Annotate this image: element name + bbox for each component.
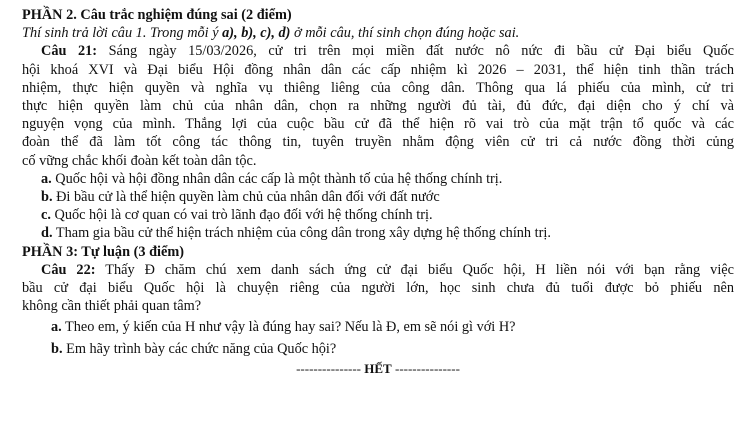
option-letter: b. [41,189,53,206]
q21-line-3: nhiệm, thực hiện quyền và nghĩa vụ thiêng liêng của công dân. Thông qua lá phiếu của mình, cử tri [22,79,734,96]
q22-line-2: bầu cử đại biểu Quốc hội là chuyện riêng của người lớn, học sinh chưa đủ tuổi được bỏ phiếu nên [22,280,734,297]
q21-line-1 [22,42,734,60]
q21-option-d [22,224,734,242]
end-dashes-left: --------------- [296,360,362,376]
option-text: Em hãy trình bày các chức năng của Quốc hội? [62,340,337,357]
end-marker [22,360,734,378]
part3-heading: PHẦN 3: Tự luận (3 điểm) [22,243,185,260]
instruction-bold: a), b), c), d) [222,25,291,42]
option-text: Quốc hội là cơ quan có vai trò lãnh đạo đối với hệ thống chính trị. [50,207,433,224]
q21-option-b [22,188,734,206]
option-letter: c. [41,207,51,224]
part2-heading: PHẦN 2. Câu trắc nghiệm đúng sai (2 điểm) [22,7,292,23]
q21-number: Câu 21: [41,43,98,60]
q22-number: Câu 22: [41,261,96,278]
part2-instruction [22,24,734,42]
q22-line-1 [22,261,734,279]
q21-line-5: nguyện vọng của mình. Thắng lợi của cuộc bầu cử đã thể hiện rõ vai trò của mặt trận tổ quốc và các [22,116,734,133]
q21-option-c [22,206,734,224]
end-word: HẾT [364,360,392,376]
q21-line-4: thực hiện quyền làm chủ của nhân dân, chọn ra những người đủ tài, đủ đức, đại diện cho ý chí và [22,98,734,115]
option-letter: b. [51,340,63,357]
option-text: Theo em, ý kiến của H như vậy là đúng hay sai? Nếu là Đ, em sẽ nói gì với H? [61,319,516,336]
q22-line-3: không cần thiết phải quan tâm? [22,298,202,315]
option-letter: a. [51,319,62,336]
option-text: Đi bầu cử là thể hiện quyền làm chủ của nhân dân đối với đất nước [52,189,440,206]
q21-text-1: Sáng ngày 15/03/2026, cử tri trên mọi miền đất nước nô nức đi bầu cử Đại biểu Quốc [97,43,734,60]
q22-option-b [22,340,734,358]
option-text: Quốc hội và hội đồng nhân dân các cấp là một thành tố của hệ thống chính trị. [51,170,503,187]
end-dashes-right: --------------- [394,360,460,376]
option-letter: a. [41,170,52,187]
option-letter: d. [41,225,53,242]
q21-line-2: hội khoá XVI và Đại biểu Hội đồng nhân dân các cấp nhiệm kì 2026 – 2031, thể hiện tinh thần trách [22,61,734,78]
q21-line-7: cố vững chắc khối đoàn kết toàn dân tộc. [22,152,257,169]
instruction-post: ở mỗi câu, thí sinh chọn đúng hoặc sai. [290,25,520,42]
q21-line-6: đoàn thể đã làm tốt công tác thông tin, tuyên truyền nhằm động viên cử tri cả nước đồng thời củng [22,134,734,151]
q21-option-a [22,170,734,188]
q22-text-1: Thấy Đ chăm chú xem danh sách ứng cử đại biểu Quốc hội, H liền nói với bạn rằng việc [95,261,734,278]
question-22 [22,261,734,358]
instruction-pre: Thí sinh trả lời câu 1. Trong mỗi ý [22,25,223,42]
question-21 [22,42,734,242]
q22-option-a [22,318,734,336]
option-text: Tham gia bầu cử thể hiện trách nhiệm của công dân trong xây dựng hệ thống chính trị. [52,225,551,242]
